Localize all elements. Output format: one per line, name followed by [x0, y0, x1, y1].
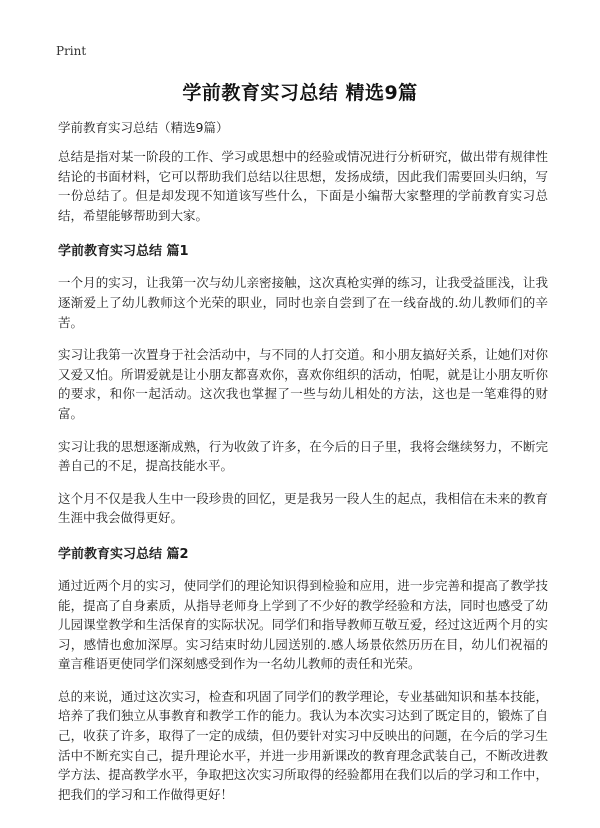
section-1-paragraph-3: 实习让我的思想逐渐成熟，行为收敛了许多，在今后的日子里，我将会继续努力，不断完善自己的不足，提高技能水平。	[58, 438, 548, 474]
document-subtitle: 学前教育实习总结（精选9篇）	[58, 120, 229, 135]
section-1-paragraph-1: 一个月的实习，让我第一次与幼儿亲密接触，这次真枪实弹的练习，让我受益匪浅，让我逐渐爱上了幼儿教师这个光荣的职业，同时也亲自尝到了在一线奋战的.幼儿教师们的辛苦。	[58, 275, 548, 330]
section-2-paragraph-2: 总的来说，通过这次实习，检查和巩固了同学们的教学理论，专业基础知识和基本技能，培养了我们独立从事教育和教学工作的能力。我认为本次实习达到了既定目的，锻炼了自己，收获了许多，取得了一定的成绩，但仍要针对实习中反映出的问题，在今后的学习生活中不断充实自己，提升理论水平，并进一步用新课改的教育理念武装自己，不断改进教学方法、提高教学水平，争取把这次实习所取得的经验都用在我们以后的学习和工作中，把我们的学习和工作做得更好！	[58, 688, 548, 802]
section-1-paragraph-2: 实习让我第一次置身于社会活动中，与不同的人打交道。和小朋友搞好关系，让她们对你又爱又怕。所谓爱就是让小朋友都喜欢你，喜欢你组织的活动，怕呢，就是让小朋友听你的要求，和你一起活动。这次我也掌握了一些与幼儿相处的方法，这也是一笔难得的财富。	[58, 347, 548, 421]
section-heading-2: 学前教育实习总结 篇2	[58, 546, 189, 562]
section-2-paragraph-1: 通过近两个月的实习，使同学们的理论知识得到检验和应用，进一步完善和提高了教学技能，提高了自身素质，从指导老师身上学到了不少好的教学经验和方法，同时也感受了幼儿园课堂教学和生活保育的实际状况。同学们和指导教师互敬互爱，经过这近两个月的实习，感情也愈加深厚。实习结束时幼儿园送别的.感人场景依然历历在目，幼儿们祝福的童言稚语更使同学们深刻感受到作为一名幼儿教师的责任和光荣。	[58, 577, 548, 672]
page-title: 学前教育实习总结 精选9篇	[182, 82, 418, 104]
intro-paragraph: 总结是指对某一阶段的工作、学习或思想中的经验或情况进行分析研究，做出带有规律性结论的书面材料，它可以帮助我们总结以往思想，发扬成绩，因此我们需要回头归纳，写一份总结了。但是却发现不知道该写些什么，下面是小编帮大家整理的学前教育实习总结，希望能够帮助到大家。	[58, 149, 548, 223]
section-1-paragraph-4: 这个月不仅是我人生中一段珍贵的回忆，更是我另一段人生的起点，我相信在未来的教育生涯中我会做得更好。	[58, 490, 548, 526]
print-label[interactable]: Print	[56, 44, 87, 58]
document-body	[58, 118, 548, 817]
section-heading-1: 学前教育实习总结 篇1	[58, 244, 189, 260]
